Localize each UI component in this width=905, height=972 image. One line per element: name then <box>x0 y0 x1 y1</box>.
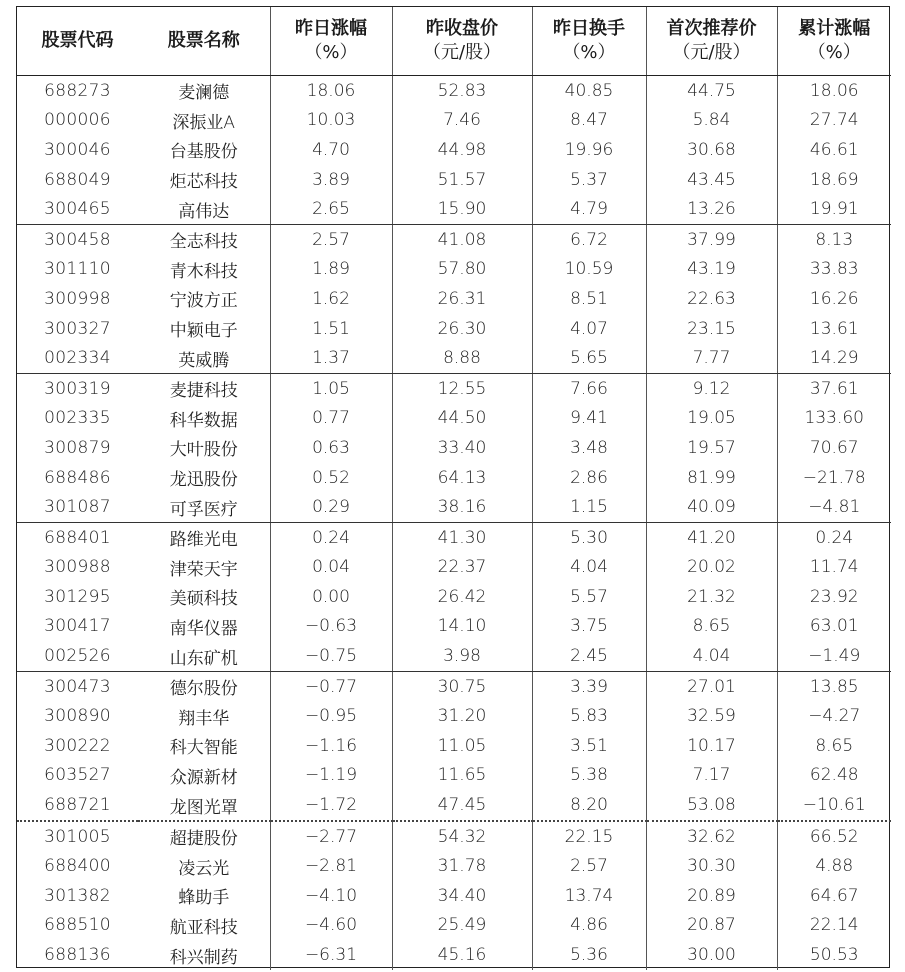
table-row <box>17 790 891 821</box>
cell-prev-change: 1.37 <box>270 343 392 373</box>
cell-prev-turnover: 3.75 <box>532 612 646 642</box>
cell-prev-change: −0.95 <box>270 701 392 731</box>
cell-prev-turnover: 6.72 <box>532 224 646 254</box>
table-row <box>17 911 891 941</box>
cell-cum-change: −4.81 <box>777 492 891 522</box>
header-stock-code-label: 股票代码 <box>41 30 114 51</box>
cell-cum-change: 66.52 <box>777 821 891 852</box>
cell-stock-code: 300222 <box>44 735 111 756</box>
cell-first-rec-price: 7.77 <box>646 343 777 373</box>
cell-stock-code: 300988 <box>44 557 111 578</box>
cell-first-rec-price: 27.01 <box>646 671 777 701</box>
cell-first-rec-price: 23.15 <box>646 314 777 344</box>
cell-stock-code: 300890 <box>44 706 111 727</box>
cell-cum-change: 8.65 <box>777 731 891 761</box>
cell-prev-close: 31.78 <box>392 851 532 881</box>
cell-stock-name: 高伟达 <box>138 194 270 224</box>
cell-stock-code: 301295 <box>44 586 111 607</box>
header-cum-change <box>777 7 891 76</box>
cell-first-rec-price: 20.02 <box>646 553 777 583</box>
cell-prev-change: 18.06 <box>270 76 392 106</box>
header-prev-change-label: 昨日涨幅 <box>295 18 367 39</box>
cell-prev-turnover: 3.39 <box>532 671 646 701</box>
table-row <box>17 940 891 970</box>
cell-first-rec-price: 20.87 <box>646 911 777 941</box>
cell-first-rec-price: 53.08 <box>646 790 777 821</box>
cell-prev-close: 33.40 <box>392 433 532 463</box>
cell-cum-change: 18.69 <box>777 165 891 195</box>
cell-prev-change: −0.77 <box>270 671 392 701</box>
cell-stock-name: 中颖电子 <box>169 321 238 342</box>
cell-prev-turnover: 2.45 <box>532 641 646 671</box>
cell-cum-change: 64.67 <box>777 881 891 911</box>
table-row <box>17 255 891 285</box>
cell-stock-name: 可孚医疗 <box>138 492 270 522</box>
cell-first-rec-price: 20.89 <box>646 881 777 911</box>
table-row <box>17 553 891 583</box>
table-row <box>17 522 891 552</box>
cell-stock-code: 300458 <box>44 229 111 250</box>
table-row <box>17 671 891 701</box>
cell-prev-close: 11.65 <box>392 761 532 791</box>
cell-prev-change: 4.70 <box>270 135 392 165</box>
cell-prev-turnover: 5.30 <box>532 522 646 552</box>
header-stock-name <box>138 7 270 76</box>
cell-stock-code: 301110 <box>44 259 111 280</box>
cell-stock-code: 002334 <box>17 343 138 373</box>
cell-stock-code: 301087 <box>17 492 138 522</box>
table-row <box>17 76 891 106</box>
cell-stock-name: 科大智能 <box>169 738 238 759</box>
cell-prev-turnover: 9.41 <box>532 404 646 434</box>
cell-first-rec-price: 44.75 <box>646 76 777 106</box>
cell-cum-change: −4.27 <box>777 701 891 731</box>
cell-prev-turnover: 2.57 <box>532 851 646 881</box>
table-row <box>17 851 891 881</box>
cell-cum-change: −10.61 <box>777 790 891 821</box>
cell-stock-code: 300417 <box>44 616 111 637</box>
header-prev-turnover <box>532 7 646 76</box>
header-cum-change-label: 累计涨幅 <box>798 18 871 39</box>
cell-stock-code: 300998 <box>44 288 111 309</box>
header-prev-close-unit: （元/股） <box>422 42 502 63</box>
cell-stock-name: 龙迅股份 <box>169 470 238 491</box>
cell-prev-change: −1.16 <box>270 731 392 761</box>
header-stock-name-label: 股票名称 <box>167 30 240 51</box>
cell-stock-name: 路维光电 <box>169 530 238 551</box>
table-row <box>17 373 891 403</box>
cell-stock-name: 麦澜德 <box>178 83 230 104</box>
header-prev-close <box>392 7 532 76</box>
cell-prev-turnover: 22.15 <box>532 821 646 852</box>
cell-prev-change: −1.19 <box>270 761 392 791</box>
cell-prev-turnover: 8.51 <box>532 284 646 314</box>
header-prev-change <box>270 7 392 76</box>
cell-prev-change: 0.63 <box>270 433 392 463</box>
cell-prev-turnover: 7.66 <box>532 373 646 403</box>
cell-stock-code: 300046 <box>44 139 111 160</box>
cell-prev-turnover: 8.47 <box>532 106 646 136</box>
header-first-rec-price-unit: （元/股） <box>672 42 751 63</box>
cell-stock-code: 688721 <box>17 790 138 821</box>
cell-stock-name: 青木科技 <box>169 261 238 282</box>
cell-first-rec-price: 30.68 <box>646 135 777 165</box>
cell-stock-code: 688486 <box>44 467 111 488</box>
cell-stock-code: 300879 <box>44 437 111 458</box>
table-header <box>17 7 891 76</box>
cell-prev-close: 41.08 <box>392 224 532 254</box>
cell-cum-change: 33.83 <box>777 255 891 285</box>
cell-first-rec-price: 37.99 <box>646 224 777 254</box>
cell-prev-change: 0.77 <box>270 404 392 434</box>
cell-prev-close: 52.83 <box>392 76 532 106</box>
cell-stock-code: 688401 <box>44 527 111 548</box>
header-stock-code <box>17 7 138 76</box>
cell-cum-change: 27.74 <box>777 106 891 136</box>
cell-first-rec-price: 30.30 <box>646 851 777 881</box>
header-first-rec-price <box>646 7 777 76</box>
cell-prev-change: 10.03 <box>270 106 392 136</box>
cell-cum-change: 70.67 <box>777 433 891 463</box>
cell-stock-code: 688136 <box>44 945 111 966</box>
cell-cum-change: −1.49 <box>777 641 891 671</box>
cell-stock-code: 688273 <box>44 80 111 101</box>
cell-prev-change: −4.10 <box>270 881 392 911</box>
cell-prev-turnover: 1.15 <box>532 492 646 522</box>
cell-prev-change: 1.62 <box>270 284 392 314</box>
cell-stock-name: 台基股份 <box>169 142 238 163</box>
table-row <box>17 224 891 254</box>
cell-prev-turnover: 40.85 <box>532 76 646 106</box>
cell-prev-close: 3.98 <box>392 641 532 671</box>
cell-cum-change: 14.29 <box>777 343 891 373</box>
cell-stock-code: 300319 <box>44 378 111 399</box>
table-row <box>17 582 891 612</box>
table-row <box>17 314 891 344</box>
cell-prev-close: 45.16 <box>392 940 532 970</box>
header-row <box>17 7 891 76</box>
cell-first-rec-price: 43.45 <box>646 165 777 195</box>
cell-first-rec-price: 32.59 <box>646 701 777 731</box>
cell-first-rec-price: 22.63 <box>646 284 777 314</box>
cell-stock-name: 翔丰华 <box>178 708 230 729</box>
cell-prev-turnover: 3.48 <box>532 433 646 463</box>
cell-prev-turnover: 5.36 <box>532 940 646 970</box>
cell-stock-name: 津荣天宇 <box>169 559 238 580</box>
cell-prev-change: 3.89 <box>270 165 392 195</box>
cell-first-rec-price: 43.19 <box>646 255 777 285</box>
cell-stock-name: 科华数据 <box>169 410 238 431</box>
cell-cum-change: 13.85 <box>777 671 891 701</box>
cell-first-rec-price: 32.62 <box>646 821 777 852</box>
cell-prev-turnover: 5.38 <box>532 761 646 791</box>
cell-cum-change: 4.88 <box>777 851 891 881</box>
cell-prev-change: 1.89 <box>270 255 392 285</box>
cell-cum-change: 63.01 <box>777 612 891 642</box>
cell-prev-change: 2.57 <box>270 224 392 254</box>
table-row <box>17 343 891 373</box>
cell-prev-close: 11.05 <box>392 731 532 761</box>
cell-prev-close: 26.31 <box>392 284 532 314</box>
cell-prev-turnover: 13.74 <box>532 881 646 911</box>
cell-prev-close: 57.80 <box>392 255 532 285</box>
table-row <box>17 761 891 791</box>
cell-first-rec-price: 7.17 <box>646 761 777 791</box>
cell-prev-turnover: 5.37 <box>532 165 646 195</box>
table-row <box>17 106 891 136</box>
table-row <box>17 821 891 852</box>
cell-stock-name: 英威腾 <box>138 343 270 373</box>
cell-prev-turnover: 2.86 <box>532 463 646 493</box>
cell-stock-code: 688049 <box>44 169 111 190</box>
cell-cum-change: 19.91 <box>777 194 891 224</box>
cell-stock-name: 蜂助手 <box>178 888 230 909</box>
cell-prev-turnover: 3.51 <box>532 731 646 761</box>
cell-prev-change: 0.52 <box>270 463 392 493</box>
cell-prev-turnover: 4.79 <box>532 194 646 224</box>
cell-prev-close: 15.90 <box>392 194 532 224</box>
cell-prev-change: −1.72 <box>270 790 392 821</box>
cell-prev-turnover: 5.83 <box>532 701 646 731</box>
cell-stock-name: 凌云光 <box>178 858 230 879</box>
cell-prev-change: −6.31 <box>270 940 392 970</box>
cell-prev-change: 2.65 <box>270 194 392 224</box>
cell-prev-close: 26.30 <box>392 314 532 344</box>
cell-stock-code: 002526 <box>17 641 138 671</box>
table-row <box>17 284 891 314</box>
cell-stock-name: 深振业A <box>172 112 236 133</box>
cell-cum-change: 18.06 <box>777 76 891 106</box>
table-row <box>17 433 891 463</box>
cell-prev-close: 12.55 <box>392 373 532 403</box>
cell-stock-code: 300473 <box>44 676 111 697</box>
cell-stock-name: 炬芯科技 <box>169 172 238 193</box>
stock-recommendation-table-frame <box>16 6 890 968</box>
table-row <box>17 404 891 434</box>
cell-prev-close: 30.75 <box>392 671 532 701</box>
cell-cum-change: −21.78 <box>777 463 891 493</box>
cell-stock-name: 德尔股份 <box>169 679 238 700</box>
cell-prev-turnover: 5.65 <box>532 343 646 373</box>
cell-prev-turnover: 19.96 <box>532 135 646 165</box>
cell-cum-change: 23.92 <box>777 582 891 612</box>
cell-prev-turnover: 5.57 <box>532 582 646 612</box>
cell-first-rec-price: 13.26 <box>646 194 777 224</box>
cell-prev-close: 47.45 <box>392 790 532 821</box>
cell-first-rec-price: 19.57 <box>646 433 777 463</box>
cell-stock-name: 南华仪器 <box>169 618 238 639</box>
table-row <box>17 641 891 671</box>
cell-stock-name: 全志科技 <box>169 232 238 253</box>
cell-stock-name: 山东矿机 <box>138 641 270 671</box>
cell-cum-change: 0.24 <box>777 522 891 552</box>
table-row <box>17 701 891 731</box>
cell-cum-change: 8.13 <box>777 224 891 254</box>
cell-prev-turnover: 4.86 <box>532 911 646 941</box>
table-row <box>17 492 891 522</box>
cell-prev-close: 54.32 <box>392 821 532 852</box>
cell-prev-close: 51.57 <box>392 165 532 195</box>
cell-first-rec-price: 40.09 <box>646 492 777 522</box>
cell-prev-change: −0.63 <box>270 612 392 642</box>
cell-stock-code: 301382 <box>44 885 111 906</box>
cell-cum-change: 11.74 <box>777 553 891 583</box>
cell-stock-code: 603527 <box>44 765 111 786</box>
cell-stock-name: 众源新材 <box>169 767 238 788</box>
cell-stock-code: 300327 <box>44 318 111 339</box>
cell-prev-close: 8.88 <box>392 343 532 373</box>
cell-cum-change: 62.48 <box>777 761 891 791</box>
cell-first-rec-price: 9.12 <box>646 373 777 403</box>
header-prev-turnover-label: 昨日换手 <box>553 18 625 39</box>
cell-stock-code: 688510 <box>44 915 111 936</box>
table-row <box>17 731 891 761</box>
cell-cum-change: 133.60 <box>777 404 891 434</box>
stock-recommendation-table <box>17 7 891 970</box>
cell-stock-name: 超捷股份 <box>169 829 238 850</box>
cell-first-rec-price: 19.05 <box>646 404 777 434</box>
table-row <box>17 463 891 493</box>
table-body <box>17 76 891 970</box>
cell-prev-turnover: 4.04 <box>532 553 646 583</box>
cell-first-rec-price: 10.17 <box>646 731 777 761</box>
cell-prev-close: 26.42 <box>392 582 532 612</box>
cell-prev-turnover: 10.59 <box>532 255 646 285</box>
table-row <box>17 165 891 195</box>
cell-prev-close: 22.37 <box>392 553 532 583</box>
cell-prev-change: 0.04 <box>270 553 392 583</box>
cell-stock-code: 000006 <box>44 110 111 131</box>
cell-first-rec-price: 81.99 <box>646 463 777 493</box>
table-row <box>17 135 891 165</box>
table-row <box>17 194 891 224</box>
cell-prev-turnover: 4.07 <box>532 314 646 344</box>
cell-prev-change: 0.00 <box>270 582 392 612</box>
cell-cum-change: 16.26 <box>777 284 891 314</box>
cell-prev-close: 44.50 <box>392 404 532 434</box>
header-prev-turnover-unit: （%） <box>562 42 616 63</box>
cell-prev-close: 25.49 <box>392 911 532 941</box>
table-row <box>17 881 891 911</box>
cell-stock-name: 美硕科技 <box>169 589 238 610</box>
cell-prev-close: 44.98 <box>392 135 532 165</box>
header-prev-close-label: 昨收盘价 <box>426 18 498 39</box>
table-row <box>17 612 891 642</box>
cell-stock-name: 大叶股份 <box>169 440 238 461</box>
cell-first-rec-price: 30.00 <box>646 940 777 970</box>
cell-prev-change: 0.29 <box>270 492 392 522</box>
cell-stock-name: 龙图光罩 <box>138 790 270 821</box>
cell-cum-change: 37.61 <box>777 373 891 403</box>
cell-prev-turnover: 8.20 <box>532 790 646 821</box>
cell-first-rec-price: 5.84 <box>646 106 777 136</box>
cell-prev-change: 0.24 <box>270 522 392 552</box>
cell-stock-name: 航亚科技 <box>169 917 238 938</box>
cell-stock-name: 麦捷科技 <box>169 381 238 402</box>
cell-first-rec-price: 41.20 <box>646 522 777 552</box>
cell-prev-close: 41.30 <box>392 522 532 552</box>
cell-first-rec-price: 21.32 <box>646 582 777 612</box>
cell-stock-code: 301005 <box>44 826 111 847</box>
cell-prev-change: −4.60 <box>270 911 392 941</box>
cell-stock-code: 002335 <box>44 408 111 429</box>
cell-first-rec-price: 4.04 <box>646 641 777 671</box>
cell-prev-close: 34.40 <box>392 881 532 911</box>
header-first-rec-price-label: 首次推荐价 <box>666 18 757 39</box>
cell-stock-name: 科兴制药 <box>169 947 238 968</box>
cell-prev-change: −2.81 <box>270 851 392 881</box>
cell-prev-close: 31.20 <box>392 701 532 731</box>
cell-prev-change: −0.75 <box>270 641 392 671</box>
cell-stock-code: 300465 <box>17 194 138 224</box>
cell-prev-close: 7.46 <box>392 106 532 136</box>
cell-cum-change: 22.14 <box>777 911 891 941</box>
cell-prev-close: 38.16 <box>392 492 532 522</box>
header-cum-change-unit: （%） <box>807 42 861 63</box>
cell-prev-change: 1.05 <box>270 373 392 403</box>
cell-cum-change: 50.53 <box>777 940 891 970</box>
cell-cum-change: 46.61 <box>777 135 891 165</box>
cell-first-rec-price: 8.65 <box>646 612 777 642</box>
cell-stock-code: 688400 <box>44 856 111 877</box>
cell-stock-name: 宁波方正 <box>169 291 238 312</box>
header-prev-change-unit: （%） <box>304 42 358 63</box>
cell-prev-change: 1.51 <box>270 314 392 344</box>
cell-cum-change: 13.61 <box>777 314 891 344</box>
cell-prev-close: 64.13 <box>392 463 532 493</box>
cell-prev-close: 14.10 <box>392 612 532 642</box>
cell-prev-change: −2.77 <box>270 821 392 852</box>
